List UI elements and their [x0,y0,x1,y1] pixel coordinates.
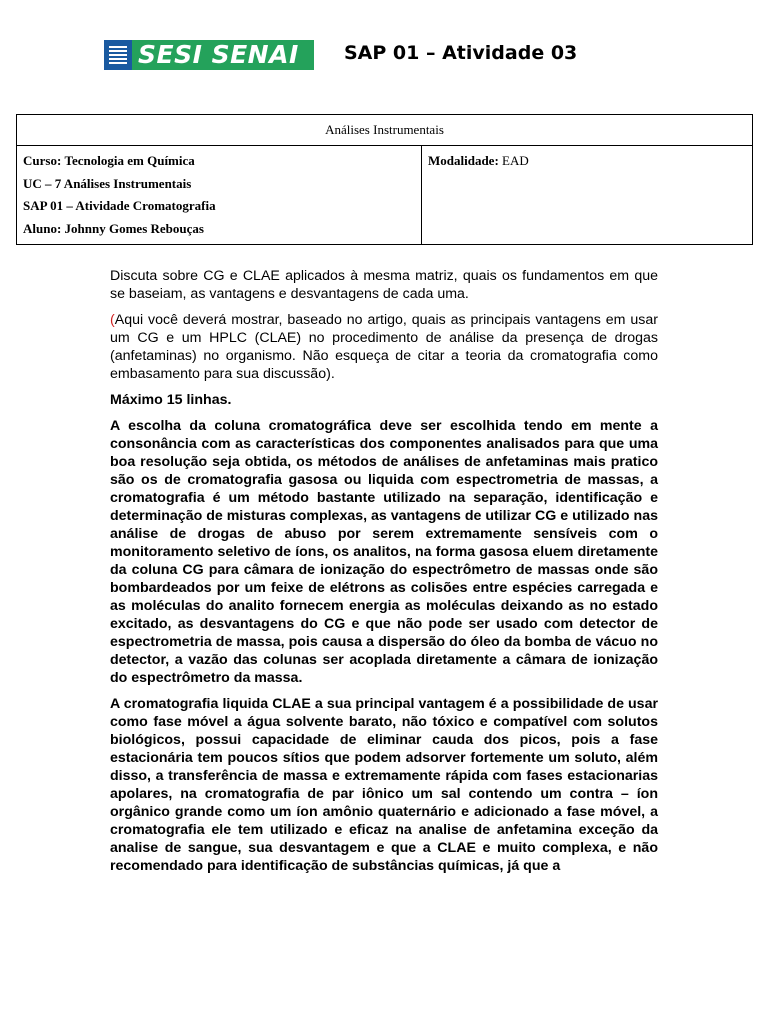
logo-text: SESI SENAI [132,40,314,70]
sesi-senai-logo [104,40,314,70]
red-paren: ( [110,312,115,328]
answer-paragraph-2: A cromatografia liquida CLAE a sua principal vantagem é a possibilidade de usar como fase móvel a água solvente barato, não tóxico e compatível com solutos biológicos, possui capacidade de eliminar cauda dos picos, pois a fase estacionária tem poucos sítios que podem adsorver fortemente um soluto, além disso, a transferência de massa e extremamente rápida com fases estacionarias apolares, na cromatografia de par iônico um sal contendo um contra – íon orgânico grande como um íon amônio quaternário e adicionado a fase móvel, a cromatografia ele tem utilizado e eficaz na analise de anfetamina exceção da analise de sangue, sua desvantagem e que a CLAE e muito complexa, e não recomendado para identificação de substâncias químicas, já que a [110,696,658,874]
table-header: Análises Instrumentais [17,115,753,146]
document-title: SAP 01 – Atividade 03 [344,42,578,64]
curso-line: Curso: Tecnologia em Química [23,153,195,168]
prompt-paragraph: Discuta sobre CG e CLAE aplicados à mesma matriz, quais os fundamentos em que se baseiam, as vantagens e desvantagens de cada uma. [110,268,658,302]
answer-paragraph-1: A escolha da coluna cromatográfica deve ser escolhida tendo em mente a consonância com as características dos componentes analisados para que uma boa resolução seja obtida, os métodos de análises de anfetaminas mais pratico são os de cromatografia gasosa ou liquida com espectrometria de massas, a cromatografia é um método bastante utilizado na separação, identificação e determinação de misturas complexas, as vantagens de utilizar CG e utilizado nas análise de drogas de abuso por serem extremamente sensíveis com o monitoramento seletivo de íons, os analitos, na forma gasosa eluem diretamente da coluna CG para câmara de ionização do espectrômetro de massas onde são bombardeados por um feixe de elétrons as colisões entre espécies carregada e as moléculas do analito fornecem energia as moléculas deixando as no estado excitado, as desvantagens do CG e que não pode ser usado com detector de espectrometria de massa, pois causa a dispersão do óleo da bomba de vácuo no detector, a vazão das colunas ser acoplada diretamente a câmara de ionização do espectrômetro da massa. [110,418,658,686]
max-lines-heading: Máximo 15 linhas. [110,392,232,408]
sap-line: SAP 01 – Atividade Cromatografia [23,198,216,213]
document-body [110,267,658,883]
info-table [16,114,753,245]
modality-cell [422,146,753,245]
course-info-cell [17,146,422,245]
aluno-line: Aluno: Johnny Gomes Rebouças [23,220,204,236]
modalidade-line: Modalidade: EAD [428,153,529,168]
instruction-paragraph: (Aqui você deverá mostrar, baseado no artigo, quais as principais vantagens em usar um CG e um HPLC (CLAE) no procedimento de análise da presença de drogas (anfetaminas) no organismo. Não esqueça de citar a teoria da cromatografia como embasamento para sua discussão). [110,312,658,382]
logo-emblem-icon [104,40,132,70]
uc-line: UC – 7 Análises Instrumentais [23,175,192,191]
